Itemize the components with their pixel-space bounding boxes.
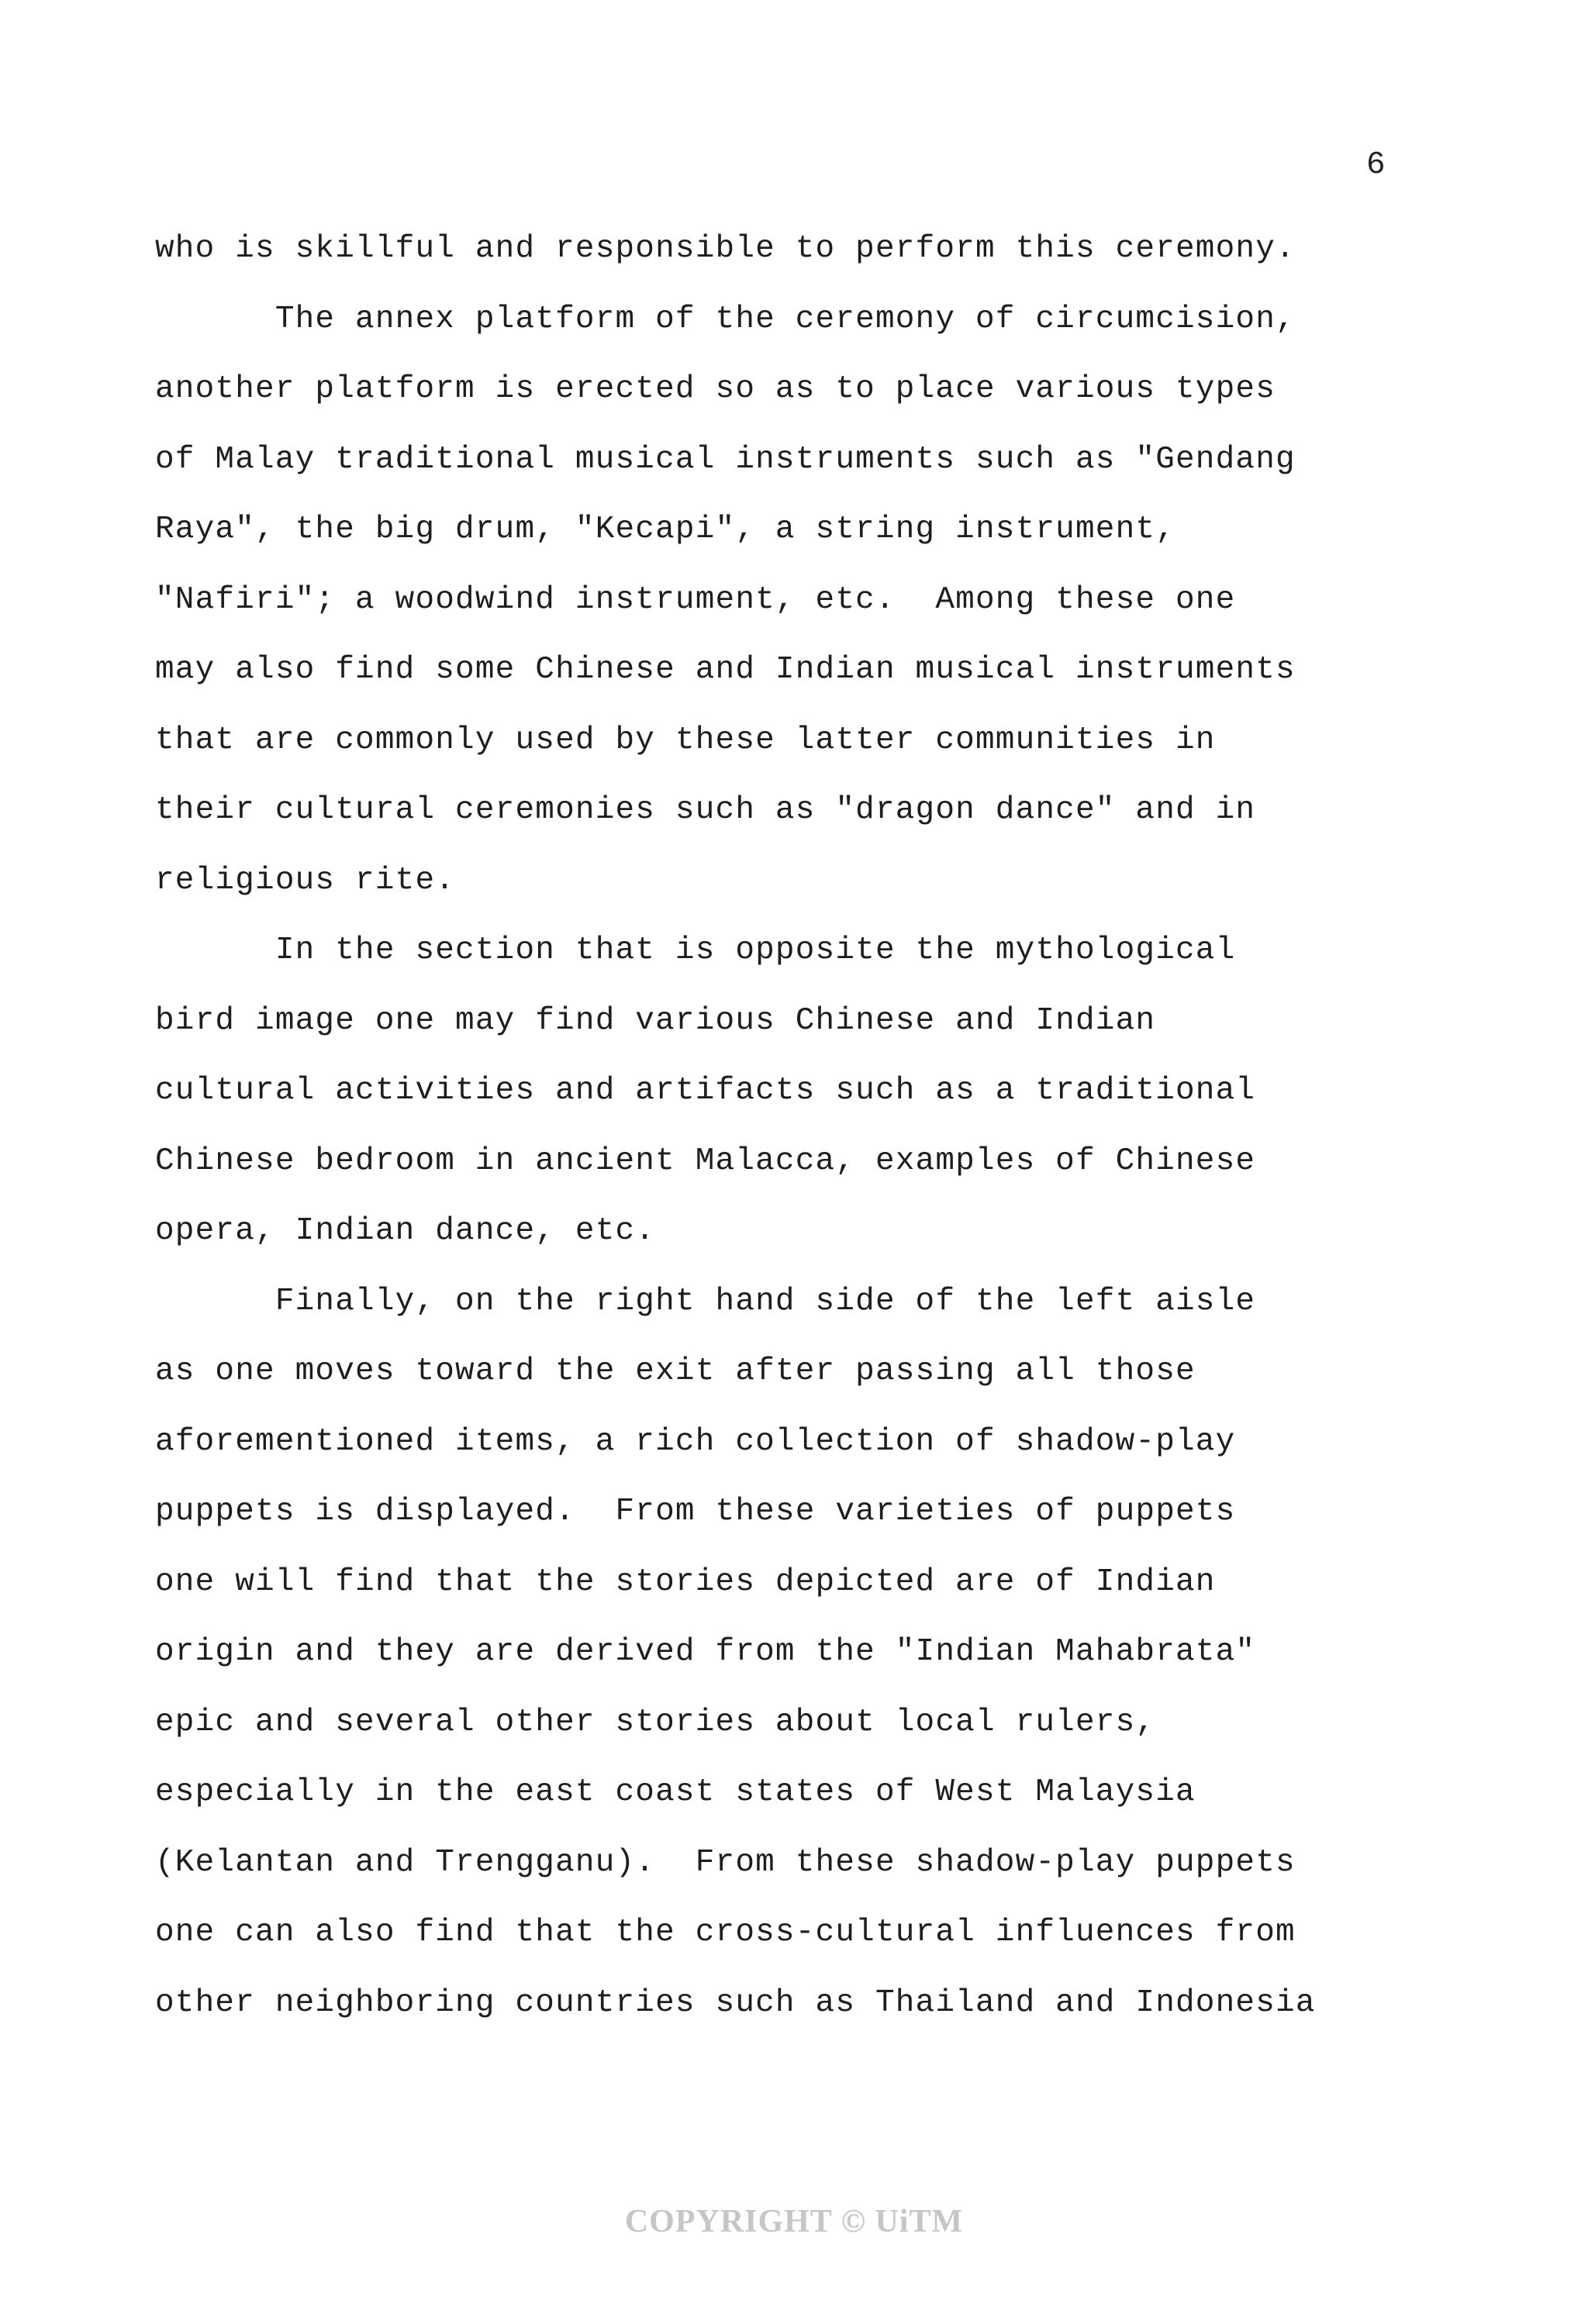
- text-line: puppets is displayed. From these varieties of puppets: [155, 1494, 1236, 1529]
- text-line: who is skillful and responsible to perform this ceremony.: [155, 231, 1296, 267]
- text-line: aforementioned items, a rich collection of shadow-play: [155, 1423, 1236, 1460]
- text-line: (Kelantan and Trengganu). From these shadow-play puppets: [155, 1844, 1296, 1881]
- text-line: that are commonly used by these latter communities in: [155, 722, 1216, 758]
- body-text: [155, 214, 1427, 2038]
- text-line: may also find some Chinese and Indian musical instruments: [155, 652, 1296, 688]
- text-line: epic and several other stories about local rulers,: [155, 1704, 1156, 1740]
- text-line: origin and they are derived from the "Indian Mahabrata": [155, 1634, 1256, 1670]
- text-line: one can also find that the cross-cultural influences from: [155, 1915, 1296, 1950]
- text-line: bird image one may find various Chinese and Indian: [155, 1002, 1156, 1039]
- page-number: 6: [1366, 147, 1386, 183]
- text-line: In the section that is opposite the mythological: [155, 933, 1236, 968]
- text-line: especially in the east coast states of West Malaysia: [155, 1774, 1196, 1810]
- copyright-watermark: COPYRIGHT © UiTM: [624, 2204, 964, 2240]
- text-line: of Malay traditional musical instruments such as "Gendang: [155, 441, 1296, 478]
- text-line: "Nafiri"; a woodwind instrument, etc. Among these one: [155, 581, 1236, 618]
- text-line: cultural activities and artifacts such as a traditional: [155, 1073, 1256, 1109]
- text-line: as one moves toward the exit after passing all those: [155, 1353, 1196, 1389]
- text-line: Chinese bedroom in ancient Malacca, examples of Chinese: [155, 1143, 1256, 1179]
- text-line: another platform is erected so as to place various types: [155, 371, 1276, 407]
- text-line: Raya", the big drum, "Kecapi", a string instrument,: [155, 512, 1176, 547]
- text-line: religious rite.: [155, 862, 456, 898]
- text-line: opera, Indian dance, etc.: [155, 1213, 656, 1249]
- text-line: other neighboring countries such as Thailand and Indonesia: [155, 1984, 1316, 2021]
- text-line: their cultural ceremonies such as "dragon dance" and in: [155, 792, 1256, 828]
- text-line: one will find that the stories depicted are of Indian: [155, 1564, 1216, 1600]
- text-line: Finally, on the right hand side of the left aisle: [155, 1283, 1256, 1319]
- text-line: The annex platform of the ceremony of circumcision,: [155, 301, 1296, 337]
